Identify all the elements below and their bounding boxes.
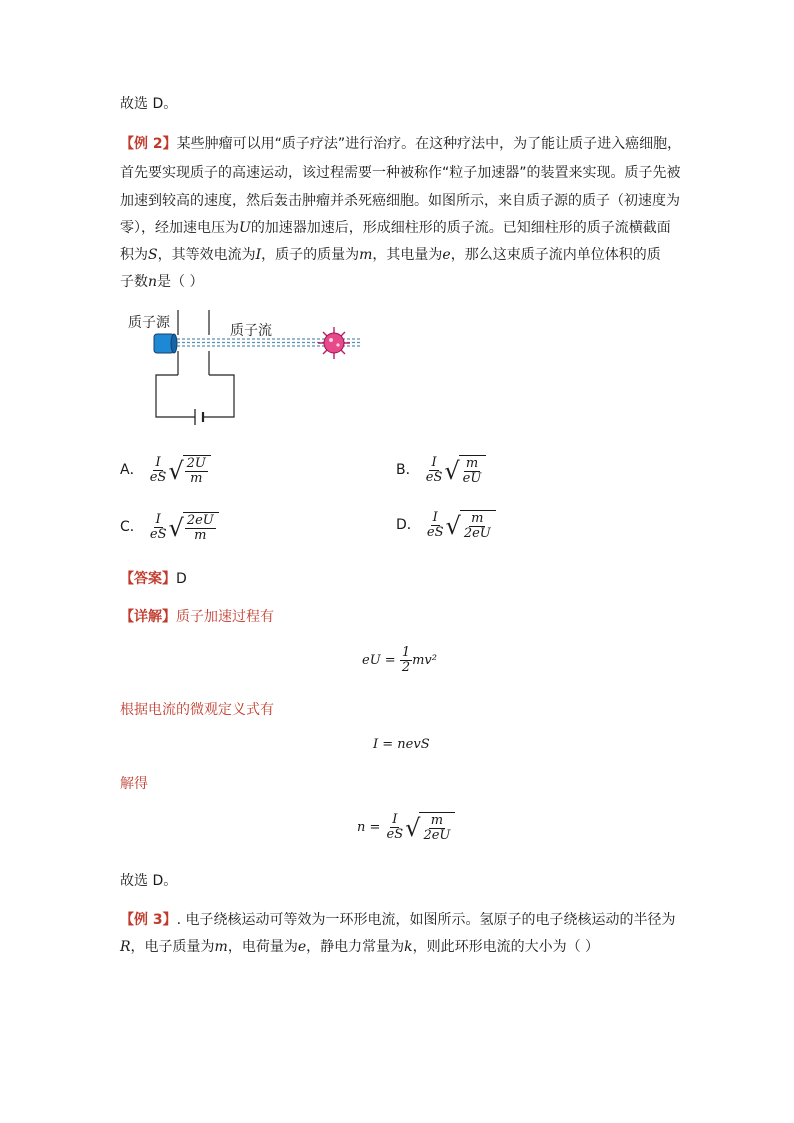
conclusion-2: 故选 D。 — [120, 873, 178, 889]
example-2-line-3: 加速到较高的速度，然后轰击肿瘤并杀死癌细胞。如图所示，来自质子源的质子（初速度为 — [120, 193, 680, 209]
detail-tag: 【详解】 — [120, 609, 176, 625]
detail-line-1: 【详解】质子加速过程有 — [120, 609, 274, 625]
proton-accelerator-figure — [120, 305, 370, 425]
example-2-tag: 【例 2】 — [120, 136, 177, 152]
sqrt-symbol: √ $\frac{2U}{m}$ — [168, 455, 211, 486]
example-2-line-2: 首先要实现质子的高速运动，该过程需要一种被称作“粒子加速器”的装置来实现。质子先被 — [120, 165, 681, 181]
option-a[interactable]: A． $\frac{I}{eS}$ √ $\frac{2U}{m}$ — [120, 455, 211, 486]
example-2-line-1: 【例 2】某些肿瘤可以用“质子疗法”进行治疗。在这种疗法中，为了能让质子进入癌细胞， — [120, 136, 682, 152]
example-3-line-1: 【例 3】. 电子绕核运动可等效为一环形电流，如图所示。氢原子的电子绕核运动的半径为 — [120, 912, 676, 928]
proton-source-label: 质子源 — [128, 315, 170, 331]
answer-value: D — [176, 571, 187, 587]
sqrt-symbol: √ $\frac{m}{2eU}$ — [446, 510, 496, 541]
example-2-line-6: 子数n是（ ） — [120, 274, 204, 290]
conclusion-1: 故选 D。 — [120, 96, 178, 112]
option-b[interactable]: B． $\frac{I}{eS}$ √ $\frac{m}{eU}$ — [396, 455, 486, 486]
example-3-line-2: R，电子质量为m，电荷量为e，静电力常量为k，则此环形电流的大小为（ ） — [120, 939, 600, 955]
detail-line-3: 解得 — [120, 776, 148, 792]
example-2-line-5: 积为S，其等效电流为I，质子的质量为m，其电量为e，那么这束质子流内单位体积的质 — [120, 247, 661, 263]
answer — [120, 569, 187, 589]
option-d[interactable]: D． $\frac{I}{eS}$ √ $\frac{m}{2eU}$ — [396, 510, 496, 541]
example-2-line-4: 零），经加速电压为U的加速器加速后，形成细柱形的质子流。已知细柱形的质子流横截面 — [120, 220, 671, 236]
equation-energy: eU = $\frac{1}{2}$ mv² — [362, 645, 437, 675]
sqrt-symbol: √ $\frac{m}{eU}$ — [444, 455, 486, 486]
battery-icon — [195, 409, 203, 425]
proton-source-icon — [154, 334, 177, 353]
option-c[interactable]: C． $\frac{I}{eS}$ √ $\frac{2eU}{m}$ — [120, 512, 219, 543]
sqrt-symbol: √ $\frac{m}{2eU}$ — [405, 812, 455, 843]
equation-result: n = $\frac{I}{eS}$ √ $\frac{m}{2eU}$ — [357, 812, 455, 843]
answer-tag: 【答案】 — [120, 571, 176, 587]
example-3-tag: 【例 3】 — [120, 912, 177, 928]
equation-current: I = nevS — [373, 737, 430, 752]
proton-stream-label: 质子流 — [230, 323, 272, 339]
sqrt-symbol: √ $\frac{2eU}{m}$ — [169, 512, 219, 543]
tumor-cell-icon — [318, 327, 350, 359]
detail-line-2: 根据电流的微观定义式有 — [120, 702, 274, 718]
